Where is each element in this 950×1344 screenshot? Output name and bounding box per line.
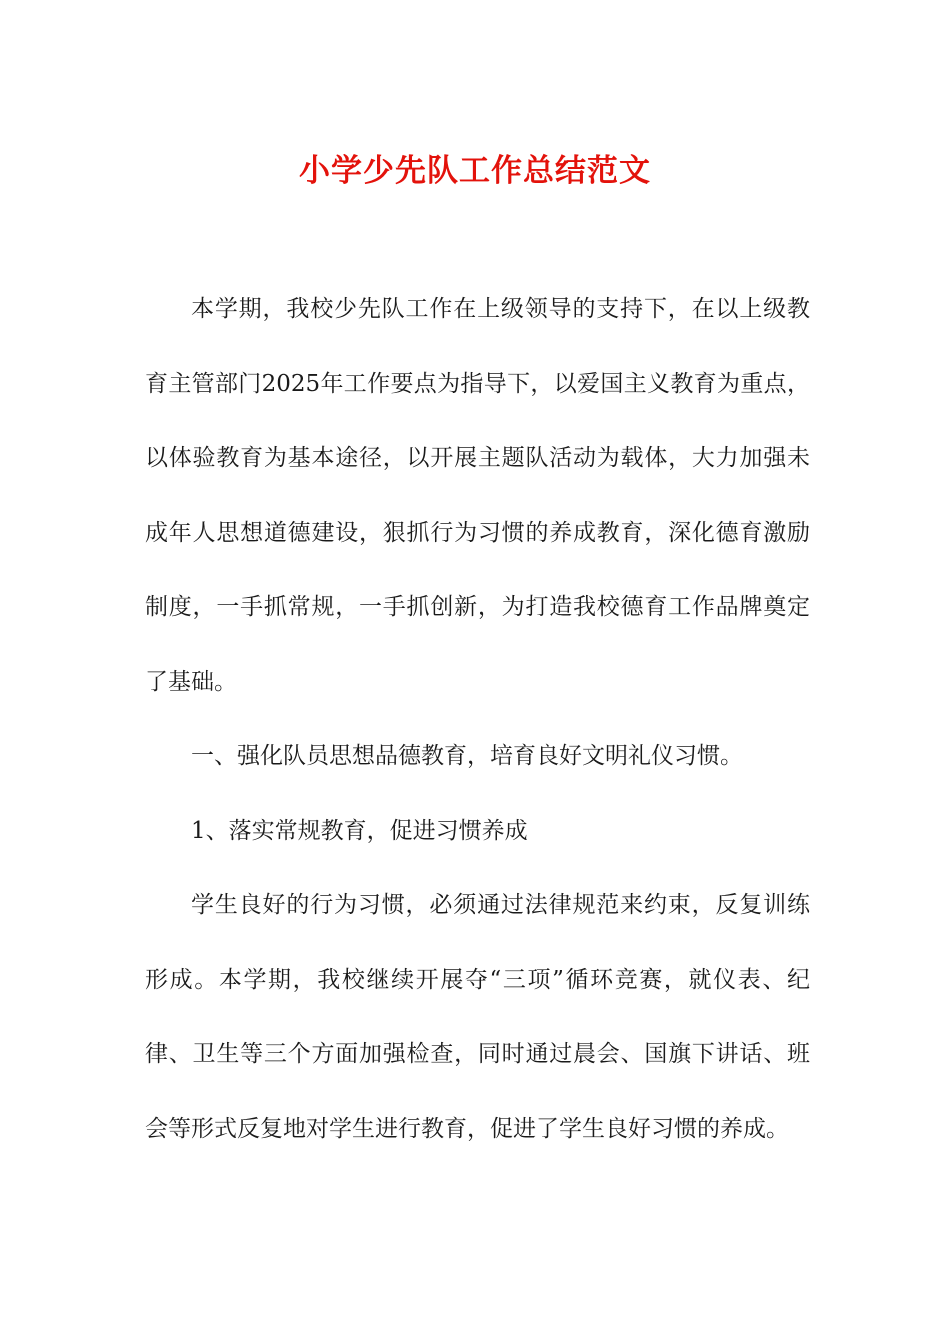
- paragraph-section-heading: 一、强化队员思想品德教育，培育良好文明礼仪习惯。: [191, 743, 743, 769]
- document-body: [145, 272, 810, 1166]
- paragraph-intro: 本学期，我校少先队工作在上级领导的支持下，在以上级教育主管部门2025年工作要点为指导下，以爱国主义教育为重点，以体验教育为基本途径，以开展主题队活动为载体，大力加强未成年人思想道德建设，狠抓行为习惯的养成教育，深化德育激励制度，一手抓常规，一手抓创新，为打造我校德育工作品牌奠定了基础。: [145, 296, 810, 695]
- paragraph-habits: 学生良好的行为习惯，必须通过法律规范来约束，反复训练形成。本学期，我校继续开展夺“三项”循环竞赛，就仪表、纪律、卫生等三个方面加强检查，同时通过晨会、国旗下讲话、班会等形式反复地对学生进行教育，促进了学生良好习惯的养成。: [145, 892, 810, 1142]
- document-title: 小学少先队工作总结范文: [299, 153, 651, 189]
- paragraph-subheading: 1、落实常规教育，促进习惯养成: [191, 817, 528, 844]
